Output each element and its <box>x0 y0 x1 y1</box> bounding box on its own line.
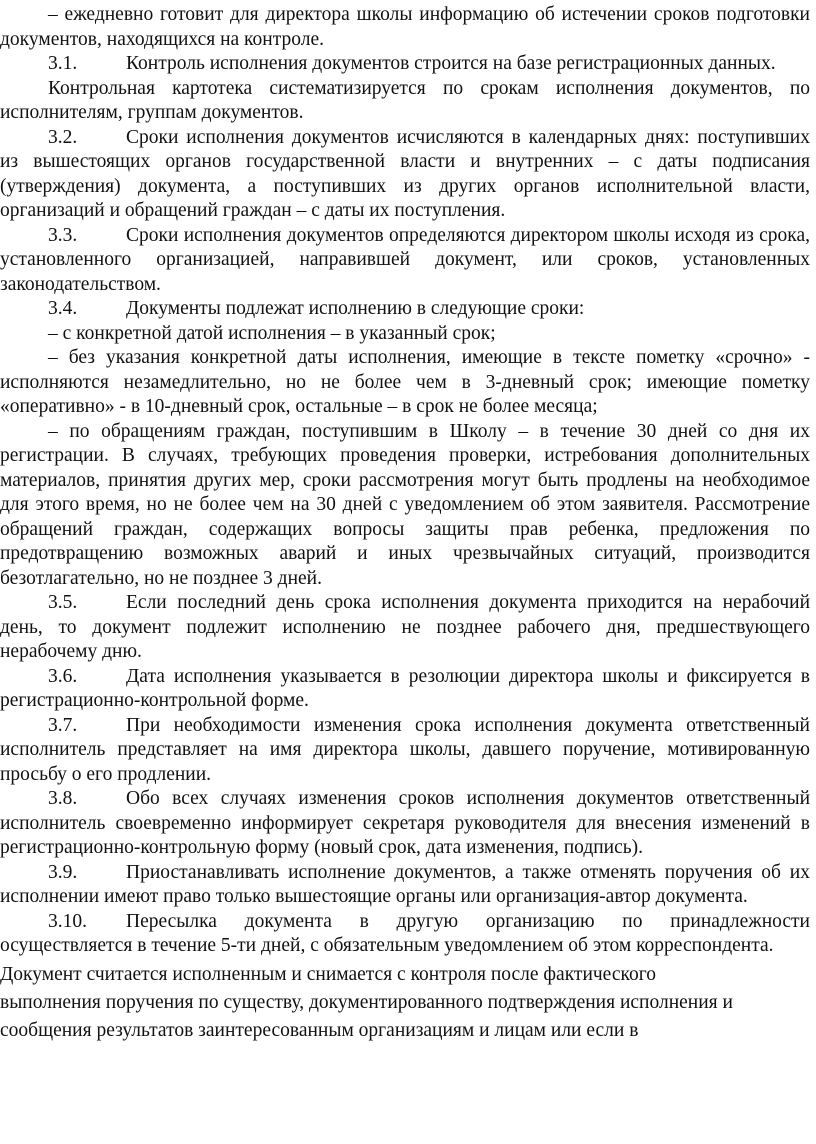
paragraph-text: Обо всех случаях изменения сроков исполнения документов ответственный исполнитель своевременно информирует секретаря руководителя для внесения изменений в регистрационно-контрольную форму (новый срок, дата изменения, подпись). <box>0 788 810 858</box>
paragraph-number: 3.9. <box>48 861 78 883</box>
paragraph-number: 3.8. <box>48 788 78 809</box>
paragraph-3-4 <box>0 297 810 322</box>
paragraph-text: Сроки исполнения документов определяются директором школы исходя из срока, установленного организацией, направившей документ, или сроков, установленных законодательством. <box>0 224 810 295</box>
paragraph-number: 3.1. <box>48 53 78 74</box>
paragraph-number: 3.4. <box>48 298 78 319</box>
paragraph-text: Если последний день срока исполнения документа приходится на нерабочий день, то документ подлежит исполнению не позднее рабочего дня, предшествующего нерабочему дню. <box>0 592 810 662</box>
paragraph-card-index <box>0 77 810 126</box>
paragraph-text: – ежедневно готовит для директора школы информацию об истечении сроков подготовки документов, находящихся на контроле. <box>0 4 810 50</box>
paragraph-text: При необходимости изменения срока исполнения документа ответственный исполнитель представляет на имя директора школы, давшего поручение, мотивированную просьбу о его продлении. <box>0 714 810 785</box>
paragraph-3-7 <box>0 714 810 788</box>
paragraph-3-2 <box>0 126 810 224</box>
paragraph-number: 3.2. <box>48 126 78 148</box>
paragraph-3-6 <box>0 665 810 714</box>
paragraph-text: Приостанавливать исполнение документов, а также отменять поручения об их исполнении имеют право только вышестоящие органы или организация-автор документа. <box>0 861 810 907</box>
paragraph-number: 3.7. <box>48 714 78 736</box>
paragraph-text: Контрольная картотека систематизируется по срокам исполнения документов, по исполнителям, группам документов. <box>0 77 810 123</box>
paragraph-duty-deadline-info <box>0 3 810 52</box>
paragraph-text: – без указания конкретной даты исполнения, имеющие в тексте пометку «срочно» - исполняются незамедлительно, но не более чем в 3-дневный срок; имеющие пометку «оперативно» - в 10-дневный срок, остальные – в срок не более месяца; <box>0 347 810 417</box>
paragraph-3-1 <box>0 52 810 77</box>
closing-line-3: сообщения результатов заинтересованным организациям и лицам или если в <box>0 1019 639 1041</box>
closing-line-1: Документ считается исполненным и снимается с контроля после фактического <box>0 963 656 985</box>
paragraph-3-8 <box>0 787 810 861</box>
paragraph-3-9 <box>0 861 810 910</box>
paragraph-number: 3.10. <box>48 910 87 932</box>
paragraph-3-5 <box>0 591 810 665</box>
paragraph-3-3 <box>0 224 810 298</box>
closing-line-2: выполнения поручения по существу, документированного подтверждения исполнения и <box>0 991 733 1013</box>
paragraph-no-specific-date <box>0 346 810 420</box>
paragraph-number: 3.3. <box>48 224 78 246</box>
paragraph-number: 3.5. <box>48 592 78 613</box>
paragraph-text: Сроки исполнения документов исчисляются в календарных днях: поступивших из вышестоящих органов государственной власти и внутренних – с даты подписания (утверждения) документа, а поступивших из других органов исполнительной власти, организаций и обращений граждан – с даты их поступления. <box>0 126 810 221</box>
paragraph-number: 3.6. <box>48 665 78 687</box>
paragraph-text: – по обращениям граждан, поступившим в Школу – в течение 30 дней со дня их регистрации. В случаях, требующих проведения проверки, истребования дополнительных материалов, принятия других мер, сроки рассмотрения могут быть продлены на необходимое для этого время, но не более чем на 30 дней с уведомлением об этом заявителя. Рассмотрение обращений граждан, содержащих вопросы защиты прав ребенка, предложения по предотвращению возможных аварий и иных чрезвычайных ситуаций, производится безотлагательно, но не позднее 3 дней. <box>0 420 810 589</box>
paragraph-3-10 <box>0 910 810 959</box>
paragraph-text: Пересылка документа в другую организацию по принадлежности осуществляется в течение 5-ти дней, с обязательным уведомлением об этом корреспондента. <box>0 910 810 956</box>
paragraph-citizen-appeals <box>0 420 810 592</box>
paragraph-text: Дата исполнения указывается в резолюции директора школы и фиксируется в регистрационно-контрольной форме. <box>0 665 810 711</box>
paragraph-specific-date <box>0 322 810 347</box>
paragraph-text: Контроль исполнения документов строится на базе регистрационных данных. <box>126 53 776 74</box>
paragraph-text: Документы подлежат исполнению в следующие сроки: <box>126 298 585 319</box>
paragraph-text: – с конкретной датой исполнения – в указанный срок; <box>48 322 496 344</box>
